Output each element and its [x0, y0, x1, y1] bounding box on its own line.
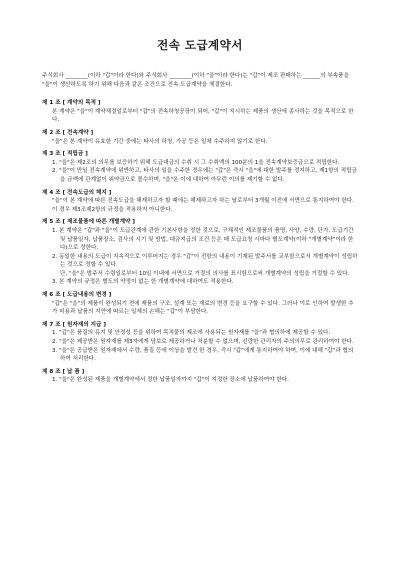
article-text: "을"은 본 계약이 유효한 기간 중에는 타사의 하청, 가공 등은 일체 수주하지 않기로 한다.: [52, 138, 268, 145]
article-heading: 제 6 조 [ 도급내용의 변경 ]: [42, 292, 112, 299]
article-heading: 제 8 조 [ 납 품 ]: [42, 368, 85, 375]
article-3: [42, 150, 358, 184]
article-5: [42, 218, 358, 287]
article-heading: 제 4 조 [ 전속도급의 해지 ]: [42, 189, 112, 196]
article-text: 본 계약은 "을"이 계약체결일로부터 "갑"의 전속하청공장이 되어, "갑"이 지시하는 제품의 생산에 종사하는 것을 목적으로 한다.: [52, 108, 354, 124]
article-text: "갑"은 "을"의 제품이 완성되기 전에 제품의 구조, 설계 또는 재료의 변경 등을 요구할 수 있다. 그러나 이로 인하여 발생한 추가 비용과 납품의 지연에 따르는 일체의 손해는 "갑"이 부담한다.: [52, 300, 354, 316]
article-7: [42, 321, 358, 364]
article-heading: 제 2 조 [ 전속계약 ]: [42, 129, 94, 136]
intro-paragraph: 주식회사 ________(이하 "갑"이라 한다)와 주식회사 ________(이하 "을"이라 한다)는 "갑"이 제조 판매하는 ______의 부속품을 "을"이 생산하도록 하기 위해 다음과 같은 조건으로 전속 도급계약을 체결한다.: [42, 73, 349, 88]
article-item: 1. "을"은 완성된 제품을 개별계약에서 정한 납품일자까지 "갑"이 지정한 장소에 납품하여야 한다.: [52, 377, 289, 384]
article-item: 2. "을"이 만일 전속계약에 위반하고, 타사의 일을 수주한 경우에는 "갑"은 즉시 "을"에 대한 발주를 정지하고, 제1항의 적립금을 금액에 관계없이 위약금으로 몰수하며, "을"은 이에 대하여 아무런 이의를 제기할 수 없다.: [52, 168, 357, 183]
article-item: 2. 동일한 내용의 도급이 지속적으로 이루어지는 경우 "갑"이 전항의 내용이 기재된 발주서를 교부함으로서 개별계약이 성립하는 것으로 정할 수 있다.: [52, 253, 358, 269]
article-item: 1. "갑"은 품질의 유지 및 안정성 등을 위하여 목적물의 제조에 사용되는 원자재를 "을"과 협의하에 제공할 수 있다.: [52, 330, 331, 337]
article-item: 1. "을"은 제2조의 의무를 보증하기 위해 도급대금의 수취 시 그 수취액의 100분의 1을 전속계약보증금으로 적립한다.: [52, 159, 340, 166]
article-item: 3. "을"은 공급받은 원자재에서 수량, 품질 등에 이상을 발견 한 경우, 즉시 "갑"에게 통지하여야 하며, 이에 대해 "갑"과 협의 하여 처리한다.: [52, 347, 354, 363]
article-heading: 제 1 조 [ 계약의 목적 ]: [42, 100, 101, 107]
article-1: [42, 99, 358, 125]
article-heading: 제 7 조 [ 원자재의 지급 ]: [42, 321, 106, 328]
article-subtext: 단, "을"은 발주서 수령일로부터 10일 이내에 서면으로 거절의 의사를 표시함으로써 개별계약의 성립을 거절할 수 있다.: [60, 270, 350, 277]
article-heading: 제 5 조 [ 제조물품에 따른 개별계약 ]: [42, 219, 135, 226]
article-item: 3. 본 계약의 규정은 별도의 약정이 없는 한 개별계약에 대하여도 적용한다.: [52, 279, 234, 286]
article-8: [42, 368, 358, 385]
article-text: "을"이 본 계약에 따른 전속도급을 해제하고자 할 때에는 해제하고자 하는 날로부터 3개월 이전에 서면으로 통지하여야 한다. 이 경우 제3조제2항의 규정을 적용하지 아니한다.: [52, 198, 354, 213]
article-6: [42, 291, 358, 317]
article-2: [42, 129, 358, 146]
document-title: 전속 도급계약서: [157, 38, 243, 52]
article-4: [42, 189, 358, 215]
article-heading: 제 3 조 [ 적립금 ]: [42, 151, 88, 158]
article-item: 2. "을"은 제공받은 원자재를 제3자에게 담보로 제공하거나 처분할 수 없으며, 선량한 관리자의 주의의무로 관리하여야 한다.: [52, 339, 354, 346]
article-item: 1. 본 계약은 "갑"과 "을"이 도급관계에 관한 기본사항을 정한 것으로, 구체적인 제조물품의 품명, 사양, 수량, 단가, 도급기간 및 납품일자, 납품장소, 검사의 시기 및 방법, 대금지급의 조건 등은 매 도급요청 시마다 별도계약(이하 "개별계약"이라 한다)으로 정한다.: [52, 227, 354, 252]
